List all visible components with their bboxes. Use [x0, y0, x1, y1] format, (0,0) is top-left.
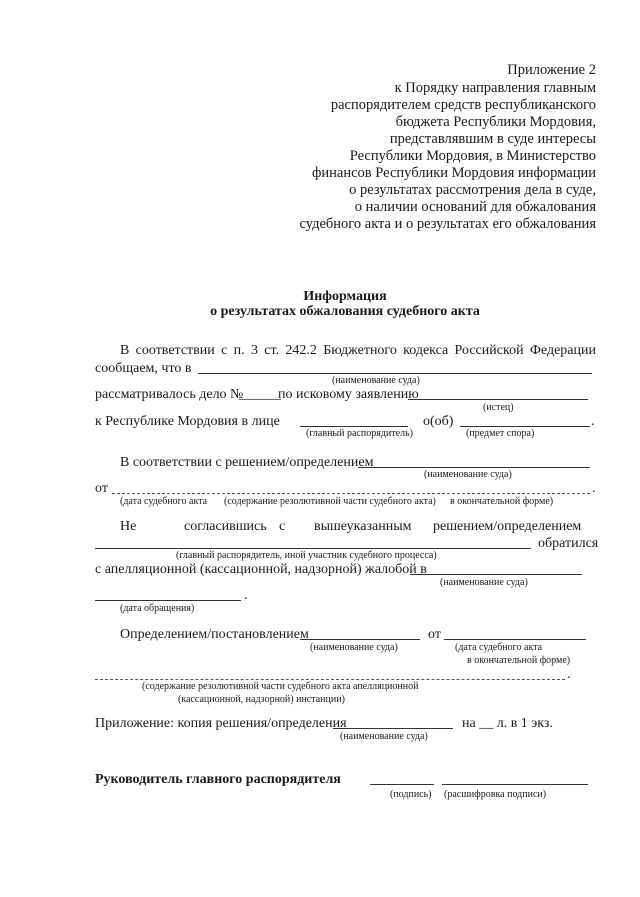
hint-decrypt: (расшифровка подписи): [444, 789, 547, 800]
subject-blank[interactable]: [460, 426, 590, 427]
court-name-blank-4[interactable]: [300, 639, 420, 640]
appendix-line: бюджета Республики Мордовия,: [395, 114, 596, 130]
appendix-line: Приложение 2: [507, 62, 596, 78]
p1-text2: сообщаем, что в: [95, 361, 192, 376]
p3-w2: согласившись: [184, 519, 267, 534]
attachment-text2: на __ л. в 1 экз.: [462, 716, 553, 731]
p1-text4: по исковому заявлению: [278, 387, 419, 402]
hint-final: в окончательной форме): [450, 496, 554, 507]
p4-text1: Определением/постановлением: [120, 627, 309, 642]
p3-w3: с: [279, 519, 286, 534]
appendix-line: судебного акта и о результатах его обжалования: [299, 216, 596, 232]
appeal-court-blank[interactable]: [410, 574, 582, 575]
hint-court-4: (наименование суда): [310, 642, 398, 653]
hint-appeal-date: (дата обращения): [120, 603, 195, 614]
appendix-line: Республики Мордовия, в Министерство: [349, 148, 596, 164]
hint-sign: (подпись): [390, 789, 432, 800]
manager-blank[interactable]: [300, 426, 408, 427]
appendix-line: о наличии оснований для обжалования: [354, 199, 596, 215]
court-name-blank-2[interactable]: [358, 467, 590, 468]
p1-text6: о(об): [423, 414, 454, 429]
act-date-blank[interactable]: [444, 639, 586, 640]
hint-manager: (главный распорядитель): [306, 428, 413, 439]
plaintiff-blank[interactable]: [408, 399, 588, 400]
p2-text2: от: [95, 481, 108, 496]
appendix-line: о результатах рассмотрения дела в суде,: [349, 182, 596, 198]
court-name-blank[interactable]: [198, 373, 592, 374]
p1-text3: рассматривалось дело №: [95, 387, 244, 402]
hint-date-1: (дата судебного акта: [455, 642, 543, 653]
p1-text5: к Республике Мордовия в лице: [95, 414, 280, 429]
p2-text1: В соответствии с решением/определением: [120, 455, 374, 470]
signature-blank[interactable]: [370, 784, 434, 785]
signature-label: Руководитель главного распорядителя: [95, 772, 341, 787]
hint-date-2: в окончательной форме): [467, 655, 571, 666]
appendix-line: финансов Республики Мордовия информации: [312, 165, 596, 181]
signature-decrypt-blank[interactable]: [442, 784, 588, 785]
hint-content: (содержание резолютивной части судебного акта): [224, 496, 436, 507]
p1-line1: В соответствии с п. 3 ст. 242.2 Бюджетного кодекса Российской Федерации: [120, 343, 596, 358]
hint-content-2: (кассационной, надзорной) инстанции): [178, 694, 345, 705]
decision-content-blank[interactable]: [112, 493, 590, 494]
p3-complaint: с апелляционной (кассационной, надзорной) жалобой в: [95, 562, 427, 577]
appendix-line: распорядителем средств республиканского: [330, 97, 596, 113]
appendix-line: к Порядку направления главным: [394, 80, 596, 96]
participant-blank[interactable]: [95, 548, 531, 549]
hint-court-3: (наименование суда): [440, 577, 528, 588]
p3-w1: Не: [120, 519, 137, 534]
attachment-court-blank[interactable]: [333, 728, 453, 729]
p3-w4: вышеуказанным: [314, 519, 412, 534]
hint-participant: (главный распорядитель, иной участник судебного процесса): [176, 550, 437, 561]
hint-court-5: (наименование суда): [340, 731, 428, 742]
case-number-blank[interactable]: ______: [239, 387, 281, 402]
appeal-content-blank[interactable]: [95, 679, 565, 680]
end-dot: .: [591, 414, 595, 429]
hint-content-1: (содержание резолютивной части судебного акта апелляционной: [142, 681, 419, 692]
end-dot: .: [592, 481, 596, 496]
hint-plaintiff: (истец): [483, 402, 514, 413]
p3-w5: решением/определением: [433, 519, 582, 534]
hint-date: (дата судебного акта: [120, 496, 208, 507]
appeal-date-blank[interactable]: [95, 600, 241, 601]
document-subtitle: о результатах обжалования судебного акта: [210, 304, 480, 319]
p4-text2: от: [428, 627, 441, 642]
hint-court: (наименование суда): [332, 375, 420, 386]
end-dot: .: [567, 667, 571, 682]
appendix-line: представлявшим в суде интересы: [389, 131, 596, 147]
hint-court-2: (наименование суда): [424, 469, 512, 480]
document-title: Информация: [303, 289, 387, 304]
hint-subject: (предмет спора): [466, 428, 535, 439]
attachment-text1: Приложение: копия решения/определения: [95, 716, 347, 731]
end-dot: .: [244, 588, 248, 603]
p3-appealed: обратился: [538, 536, 599, 551]
